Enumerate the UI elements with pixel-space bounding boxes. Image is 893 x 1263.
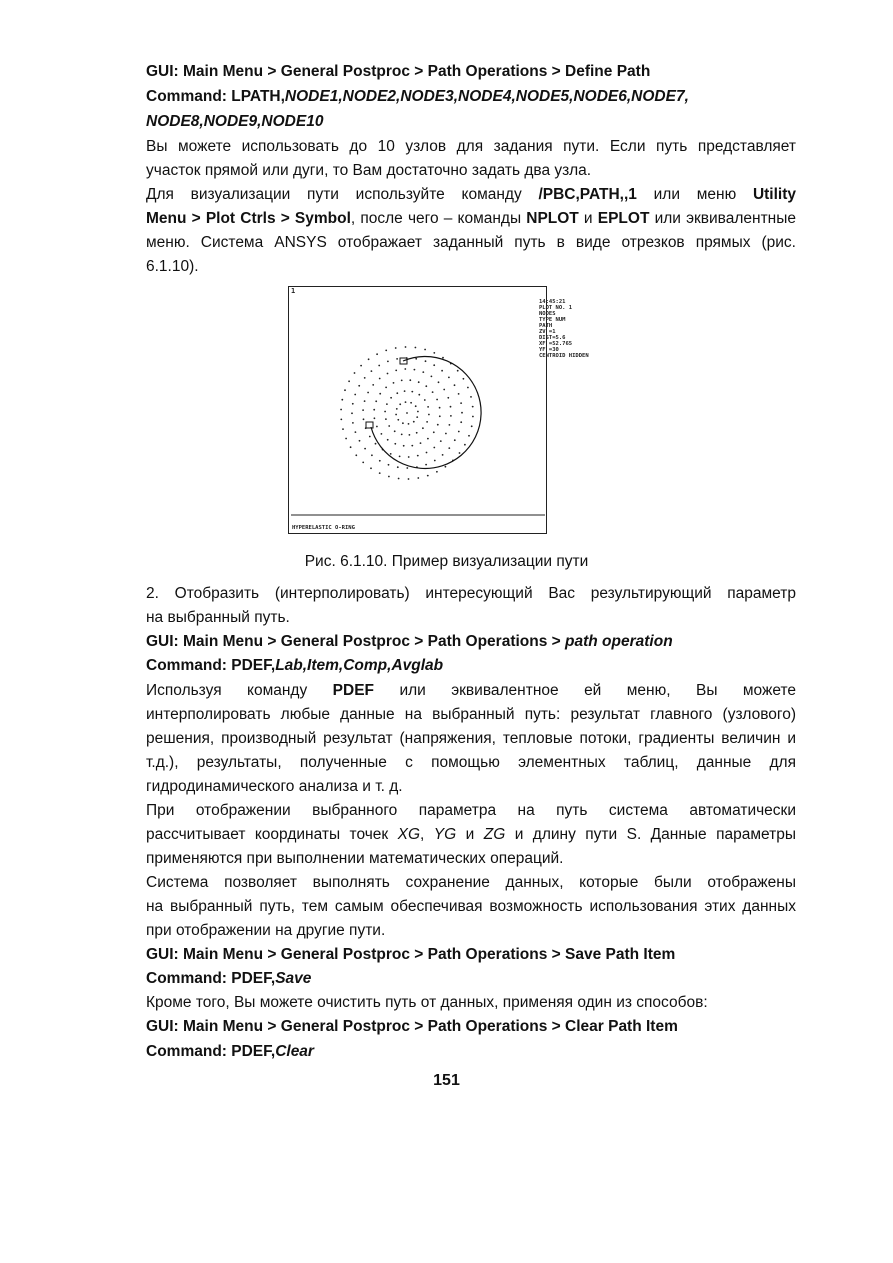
text-line	[146, 657, 443, 675]
figure-caption: Рис. 6.1.10. Пример визуализации пути	[304, 553, 589, 570]
text-line	[146, 585, 796, 603]
text-line	[146, 210, 796, 228]
node-point	[441, 370, 443, 372]
text-segment: 6.1.10).	[146, 258, 199, 275]
node-point	[472, 406, 474, 408]
node-point	[340, 409, 342, 411]
text-segment: GUI: Main Menu > General Postproc > Path Operations > Clear Path Item	[146, 1018, 678, 1035]
text-segment: рассчитывает координаты точек	[146, 826, 398, 843]
plot-info-line: DIST=5.6	[539, 335, 566, 341]
node-point	[390, 453, 392, 455]
node-point	[367, 392, 369, 394]
node-point	[425, 360, 427, 362]
node-point	[434, 460, 436, 462]
node-point	[450, 415, 452, 417]
text-segment: NPLOT	[526, 210, 579, 227]
node-point	[411, 445, 413, 447]
text-segment: Кроме того, Вы можете очистить путь от данных, применяя один из способов:	[146, 994, 708, 1011]
plot-info-block	[539, 299, 589, 359]
node-point	[406, 412, 408, 414]
node-point	[416, 432, 418, 434]
node-point	[396, 358, 398, 360]
node-point	[385, 350, 387, 352]
node-point	[370, 467, 372, 469]
text-line	[146, 946, 675, 964]
node-point	[381, 433, 383, 435]
node-point	[459, 452, 461, 454]
node-point	[448, 447, 450, 449]
node-point	[433, 364, 435, 366]
node-point	[409, 379, 411, 381]
node-point	[445, 466, 447, 468]
text-line	[146, 922, 385, 940]
text-segment: Command: LPATH,	[146, 88, 285, 105]
node-point	[448, 377, 450, 379]
node-point	[436, 471, 438, 473]
node-point	[416, 416, 418, 418]
node-point	[378, 365, 380, 367]
node-point	[417, 477, 419, 479]
text-segment: Система позволяет выполнять сохранение данных, которые были отображены	[146, 874, 796, 891]
node-point	[362, 462, 364, 464]
text-line	[146, 234, 796, 252]
node-point	[431, 376, 433, 378]
text-line	[146, 682, 796, 700]
node-point	[422, 427, 424, 429]
text-line	[146, 874, 796, 892]
node-point	[394, 430, 396, 432]
text-segment: и	[456, 826, 484, 843]
text-segment: EPLOT	[597, 210, 650, 227]
node-point	[427, 438, 429, 440]
node-point	[450, 406, 452, 408]
text-segment: Command: PDEF,	[146, 970, 276, 987]
node-point	[447, 397, 449, 399]
node-point	[408, 456, 410, 458]
node-point	[410, 402, 412, 404]
plot-info-line: PATH	[539, 323, 553, 329]
plot-info-line: TYPE NUM	[539, 317, 566, 323]
node-point	[460, 402, 462, 404]
node-point	[362, 409, 364, 411]
text-line	[146, 162, 591, 180]
node-point	[427, 406, 429, 408]
node-point	[415, 358, 417, 360]
page-number: 151	[433, 1072, 460, 1089]
node-point	[442, 357, 444, 359]
node-point	[454, 384, 456, 386]
node-point	[352, 403, 354, 405]
node-point	[364, 448, 366, 450]
text-line	[146, 186, 796, 204]
plot-info-line: CENTROID HIDDEN	[539, 353, 589, 359]
node-point	[428, 414, 430, 416]
text-segment: или эквивалентное ей меню, Вы можете	[374, 682, 797, 699]
node-point	[363, 418, 365, 420]
node-point	[439, 415, 441, 417]
text-line	[146, 826, 796, 844]
text-line	[146, 633, 673, 651]
node-point	[442, 454, 444, 456]
node-point	[438, 381, 440, 383]
text-segment: Command: PDEF,	[146, 657, 276, 674]
path-end-node-marker	[366, 422, 373, 428]
node-point	[424, 399, 426, 401]
window-number: 1	[291, 287, 296, 295]
node-point	[351, 412, 353, 414]
node-point	[401, 380, 403, 382]
text-segment: т.д.), результаты, полученные с помощью элементных таблиц, данные для	[146, 754, 796, 771]
node-point	[458, 393, 460, 395]
node-point	[415, 405, 417, 407]
node-point	[467, 387, 469, 389]
node-point	[376, 426, 378, 428]
text-segment: или эквивалентные	[649, 210, 796, 227]
text-segment: Menu > Plot Ctrls > Symbol	[146, 210, 351, 227]
node-point	[463, 378, 465, 380]
text-segment: ,	[420, 826, 434, 843]
node-point	[360, 365, 362, 367]
node-cloud	[340, 346, 474, 480]
node-point	[426, 421, 428, 423]
node-point	[399, 456, 401, 458]
node-point	[404, 368, 406, 370]
text-segment: При отображении выбранного параметра на путь система автоматически	[146, 802, 796, 819]
node-point	[470, 396, 472, 398]
node-point	[375, 400, 377, 402]
node-point	[379, 378, 381, 380]
text-line	[146, 63, 650, 81]
node-point	[387, 373, 389, 375]
node-point	[461, 412, 463, 414]
text-segment: применяются при выполнении математических операций.	[146, 850, 564, 867]
node-point	[384, 411, 386, 413]
node-point	[376, 353, 378, 355]
text-segment: NODE8,NODE9,NODE10	[146, 113, 324, 130]
plot-info-line: XF =52.765	[539, 341, 573, 347]
node-point	[375, 443, 377, 445]
ansys-plot-figure	[288, 286, 589, 534]
text-line	[146, 778, 403, 796]
text-segment: /PBC,PATH,,1	[538, 186, 637, 203]
node-point	[408, 478, 410, 480]
node-point	[440, 440, 442, 442]
node-point	[468, 435, 470, 437]
node-point	[426, 452, 428, 454]
node-point	[372, 384, 374, 386]
text-segment: или меню	[636, 186, 753, 203]
node-point	[402, 422, 404, 424]
node-point	[399, 403, 401, 405]
node-point	[379, 472, 381, 474]
node-point	[386, 403, 388, 405]
node-point	[425, 385, 427, 387]
text-segment: при отображении на другие пути.	[146, 922, 386, 939]
node-point	[449, 424, 451, 426]
node-point	[425, 464, 427, 466]
node-point	[403, 445, 405, 447]
text-segment: , после чего – команды	[350, 210, 527, 227]
node-point	[414, 369, 416, 371]
text-segment: Utility	[752, 186, 796, 203]
node-point	[404, 390, 406, 392]
node-point	[354, 372, 356, 374]
node-point	[405, 346, 407, 348]
node-point	[413, 421, 415, 423]
node-point	[396, 392, 398, 394]
node-point	[422, 371, 424, 373]
text-segment: Command: PDEF,	[146, 1043, 276, 1060]
node-point	[341, 399, 343, 401]
node-point	[443, 389, 445, 391]
node-point	[352, 422, 354, 424]
node-point	[437, 424, 439, 426]
node-point	[454, 439, 456, 441]
node-point	[348, 380, 350, 382]
node-point	[371, 454, 373, 456]
text-line	[146, 88, 689, 106]
node-point	[344, 389, 346, 391]
node-point	[445, 433, 447, 435]
node-point	[424, 349, 426, 351]
node-point	[394, 443, 396, 445]
node-point	[436, 399, 438, 401]
node-point	[350, 446, 352, 448]
node-point	[417, 455, 419, 457]
node-point	[433, 352, 435, 354]
text-segment: YG	[433, 826, 457, 843]
text-segment: PDEF	[332, 682, 375, 699]
text-segment: Вы можете использовать до 10 узлов для задания пути. Если путь представляет	[146, 138, 796, 155]
node-point	[427, 475, 429, 477]
text-line	[146, 1043, 314, 1061]
node-plot	[289, 287, 546, 533]
node-point	[409, 434, 411, 436]
node-point	[397, 466, 399, 468]
text-segment: Lab,Item,Comp,Avglab	[275, 657, 444, 674]
node-point	[405, 401, 407, 403]
node-point	[395, 370, 397, 372]
text-segment: ZG	[483, 826, 506, 843]
text-segment: и длину пути S. Данные параметры	[505, 826, 796, 843]
node-point	[458, 431, 460, 433]
node-point	[387, 361, 389, 363]
plot-info-line: PLOT NO. 1	[539, 305, 573, 311]
node-point	[368, 358, 370, 360]
text-segment: меню. Система ANSYS отображает заданный путь в виде отрезков прямых (рис.	[146, 234, 796, 251]
plot-footer-title: HYPERELASTIC O-RING	[292, 525, 355, 531]
text-line	[146, 1018, 678, 1036]
plot-info-line: NODES	[539, 311, 556, 317]
text-line	[146, 850, 564, 868]
node-point	[387, 439, 389, 441]
node-point	[417, 411, 419, 413]
node-point	[388, 425, 390, 427]
node-point	[359, 440, 361, 442]
text-line	[146, 754, 796, 772]
node-point	[364, 400, 366, 402]
node-point	[396, 408, 398, 410]
text-line	[146, 609, 290, 627]
node-point	[439, 407, 441, 409]
text-segment: Для визуализации пути используйте команду	[146, 186, 539, 203]
node-point	[345, 438, 347, 440]
node-point	[411, 391, 413, 393]
text-segment: 2. Отобразить (интерполировать) интересующий Вас результирующий параметр	[146, 585, 796, 602]
text-segment: path operation	[565, 633, 673, 650]
node-point	[385, 387, 387, 389]
node-point	[457, 370, 459, 372]
text-line	[146, 258, 199, 276]
node-point	[358, 385, 360, 387]
text-line	[146, 706, 796, 724]
text-segment: на выбранный путь.	[146, 609, 290, 626]
node-point	[388, 464, 390, 466]
node-point	[471, 425, 473, 427]
node-point	[460, 421, 462, 423]
node-point	[364, 377, 366, 379]
text-segment: GUI: Main Menu > General Postproc > Path Operations >	[146, 633, 566, 650]
text-segment: Clear	[275, 1043, 314, 1060]
text-line	[146, 994, 708, 1012]
plot-info-line: 14:45:21	[539, 299, 566, 305]
text-line	[146, 138, 796, 156]
node-point	[385, 418, 387, 420]
text-segment: на выбранный путь, тем самым обеспечивая возможность использования этих данных	[146, 898, 796, 915]
node-point	[406, 467, 408, 469]
text-segment: Save	[275, 970, 312, 987]
node-point	[374, 417, 376, 419]
node-point	[355, 431, 357, 433]
node-point	[420, 442, 422, 444]
node-point	[355, 454, 357, 456]
text-segment: и	[578, 210, 598, 227]
text-segment: гидродинамического анализа и т. д.	[146, 778, 403, 795]
node-point	[415, 347, 417, 349]
node-point	[395, 414, 397, 416]
node-point	[395, 347, 397, 349]
node-point	[393, 382, 395, 384]
node-point	[408, 423, 410, 425]
node-point	[354, 394, 356, 396]
node-point	[373, 409, 375, 411]
node-point	[418, 381, 420, 383]
text-segment: участок прямой или дуги, то Вам достаточно задать два узла.	[146, 162, 592, 179]
text-segment: NODE1,NODE2,NODE3,NODE4,NODE5,NODE6,NODE7,	[284, 88, 689, 105]
node-point	[371, 370, 373, 372]
plot-info-line: ZV =1	[539, 329, 556, 335]
node-point	[379, 460, 381, 462]
plot-info-line: YF =30	[539, 347, 559, 353]
text-segment: GUI: Main Menu > General Postproc > Path Operations > Save Path Item	[146, 946, 676, 963]
text-line	[146, 802, 796, 820]
text-line	[146, 113, 323, 131]
node-point	[433, 447, 435, 449]
node-point	[379, 393, 381, 395]
node-point	[342, 428, 344, 430]
text-segment: Используя команду	[146, 682, 333, 699]
text-segment: XG	[397, 826, 421, 843]
node-point	[472, 416, 474, 418]
node-point	[401, 434, 403, 436]
node-point	[388, 476, 390, 478]
text-line	[146, 898, 796, 916]
text-line	[146, 730, 796, 748]
node-point	[433, 431, 435, 433]
text-segment: решения, производный результат (напряжения, тепловые потоки, градиенты величин и	[146, 730, 796, 747]
node-point	[432, 391, 434, 393]
text-line	[146, 970, 311, 988]
node-point	[397, 419, 399, 421]
text-segment: GUI: Main Menu > General Postproc > Path Operations > Define Path	[146, 63, 651, 80]
text-segment: интерполировать любые данные на выбранный путь: результат главного (узлового)	[146, 706, 796, 723]
node-point	[398, 478, 400, 480]
node-point	[464, 444, 466, 446]
node-point	[390, 397, 392, 399]
node-point	[369, 436, 371, 438]
node-point	[418, 394, 420, 396]
node-point	[340, 419, 342, 421]
